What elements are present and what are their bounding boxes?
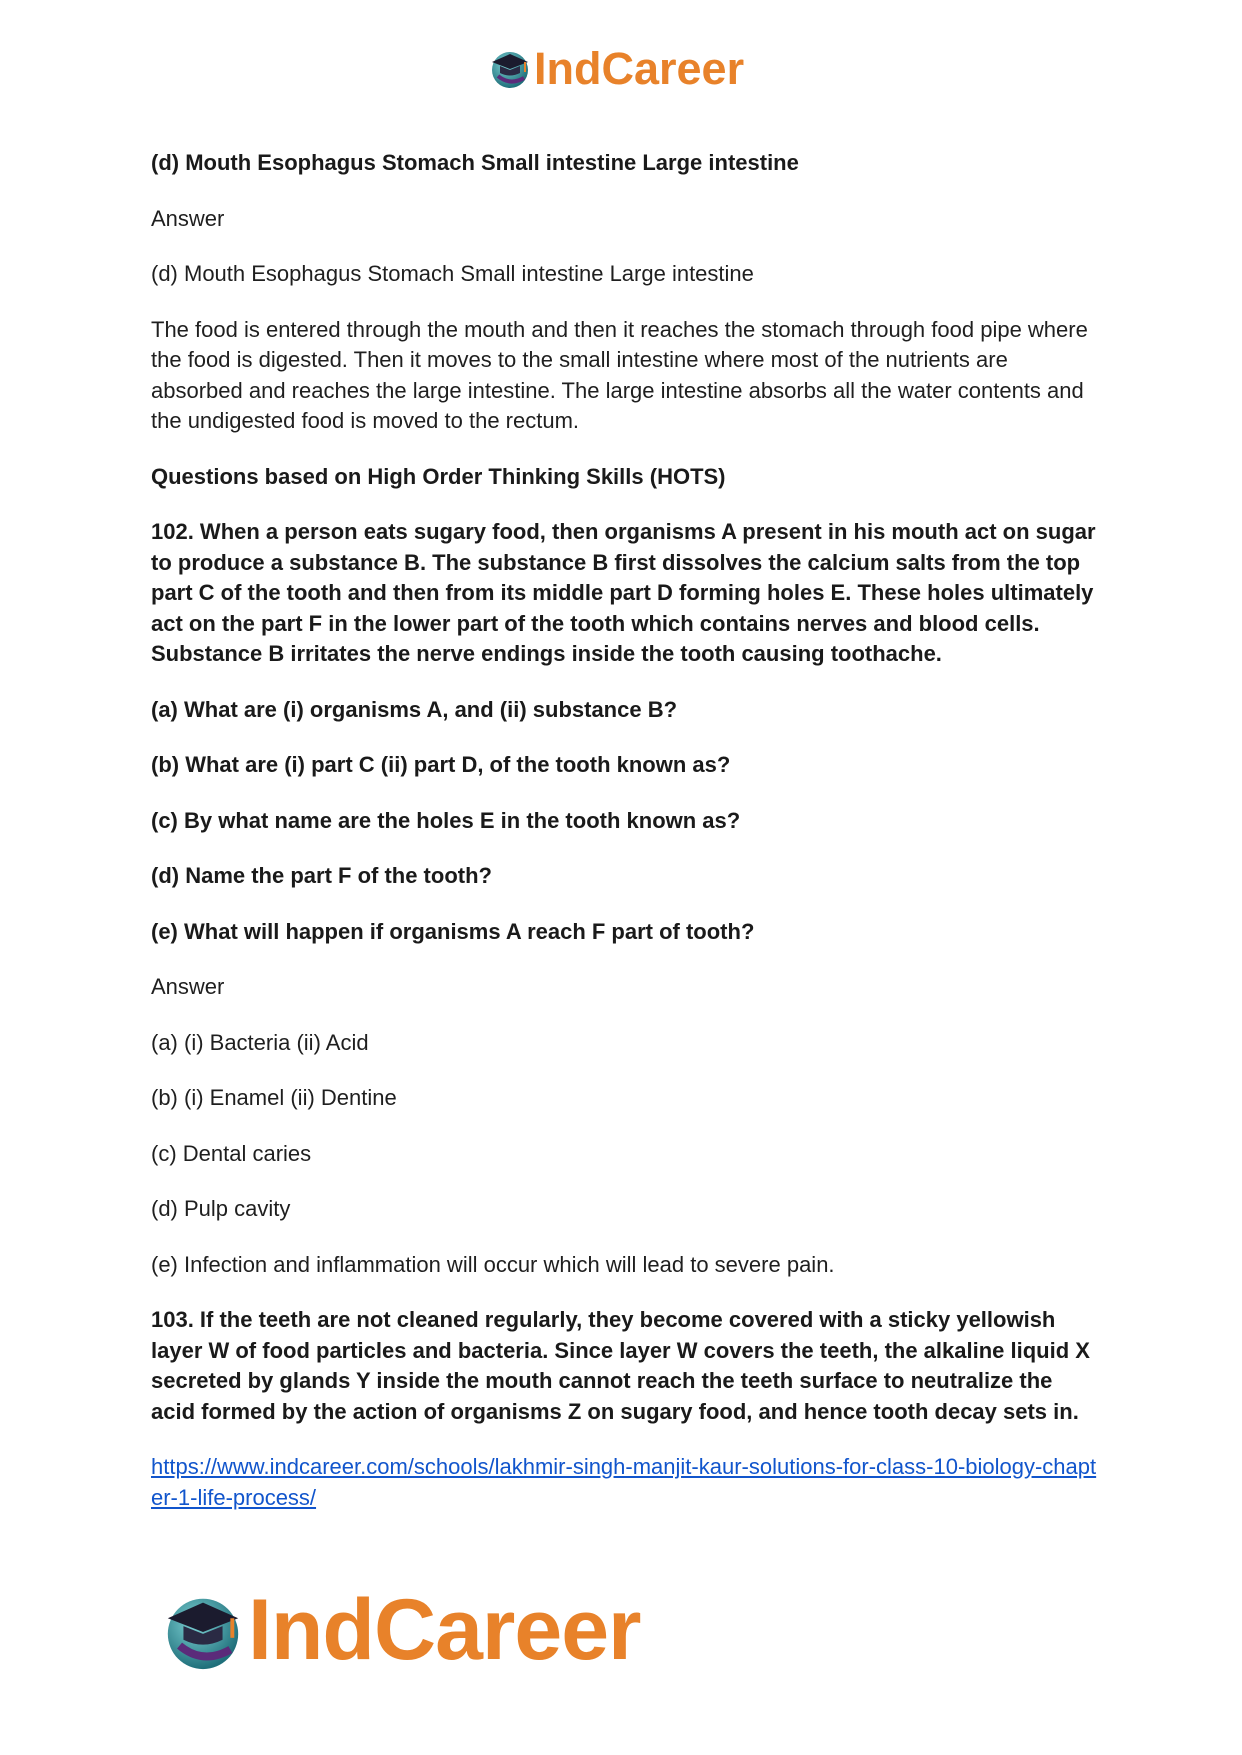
brand-wordmark: IndCareer bbox=[534, 42, 745, 94]
source-link-paragraph bbox=[151, 1452, 1101, 1513]
brand-wordmark: IndCareer bbox=[248, 1582, 641, 1678]
question-102: 102. When a person eats sugary food, then organisms A present in his mouth act on sugar to produce a substance B. The substance B first dissolves the calcium salts from the top part C of the tooth and then from its middle part D forming holes E. These holes ultimately act on the part F in the lower part of the tooth which contains nerves and blood cells. Substance B irritates the nerve endings inside the tooth causing toothache. bbox=[151, 519, 1096, 666]
question-102-part-b: (b) What are (i) part C (ii) part D, of the tooth known as? bbox=[151, 752, 731, 777]
answer-102-c: (c) Dental caries bbox=[151, 1140, 312, 1166]
answer-102-a: (a) (i) Bacteria (ii) Acid bbox=[151, 1029, 369, 1055]
graduation-globe-icon bbox=[160, 1587, 246, 1673]
answer-label: Answer bbox=[151, 974, 225, 999]
question-102-part-c: (c) By what name are the holes E in the tooth known as? bbox=[151, 807, 741, 833]
question-102-part-e: (e) What will happen if organisms A reach F part of tooth? bbox=[151, 918, 755, 944]
answer-102-b: (b) (i) Enamel (ii) Dentine bbox=[151, 1085, 397, 1110]
answer-option-d: (d) Mouth Esophagus Stomach Small intestine Large intestine bbox=[151, 261, 754, 286]
question-option-d: (d) Mouth Esophagus Stomach Small intestine Large intestine bbox=[151, 150, 799, 175]
footer-logo bbox=[160, 1582, 641, 1678]
graduation-globe-icon bbox=[488, 46, 532, 90]
question-102-part-d: (d) Name the part F of the tooth? bbox=[151, 863, 492, 888]
hots-heading: Questions based on High Order Thinking Skills (HOTS) bbox=[151, 463, 726, 489]
header-logo bbox=[488, 40, 744, 96]
source-link[interactable]: https://www.indcareer.com/schools/lakhmir-singh-manjit-kaur-solutions-for-class-10-biology-chapter-1-life-process/ bbox=[151, 1454, 1097, 1510]
question-103: 103. If the teeth are not cleaned regularly, they become covered with a sticky yellowish layer W of food particles and bacteria. Since layer W covers the teeth, the alkaline liquid X secreted by glands Y inside the mouth cannot reach the teeth surface to neutralize the acid formed by the action of organisms Z on sugary food, and hence tooth decay sets in. bbox=[151, 1307, 1090, 1424]
answer-explanation: The food is entered through the mouth and then it reaches the stomach through food pipe where the food is digested. Then it moves to the small intestine where most of the nutrients are absorbed and reaches the large intestine. The large intestine absorbs all the water contents and the undigested food is moved to the rectum. bbox=[151, 316, 1088, 433]
question-102-part-a: (a) What are (i) organisms A, and (ii) substance B? bbox=[151, 696, 678, 722]
answer-label: Answer bbox=[151, 205, 225, 231]
answer-102-d: (d) Pulp cavity bbox=[151, 1196, 291, 1221]
answer-102-e: (e) Infection and inflammation will occur which will lead to severe pain. bbox=[151, 1251, 835, 1277]
document-body bbox=[151, 148, 1101, 1538]
